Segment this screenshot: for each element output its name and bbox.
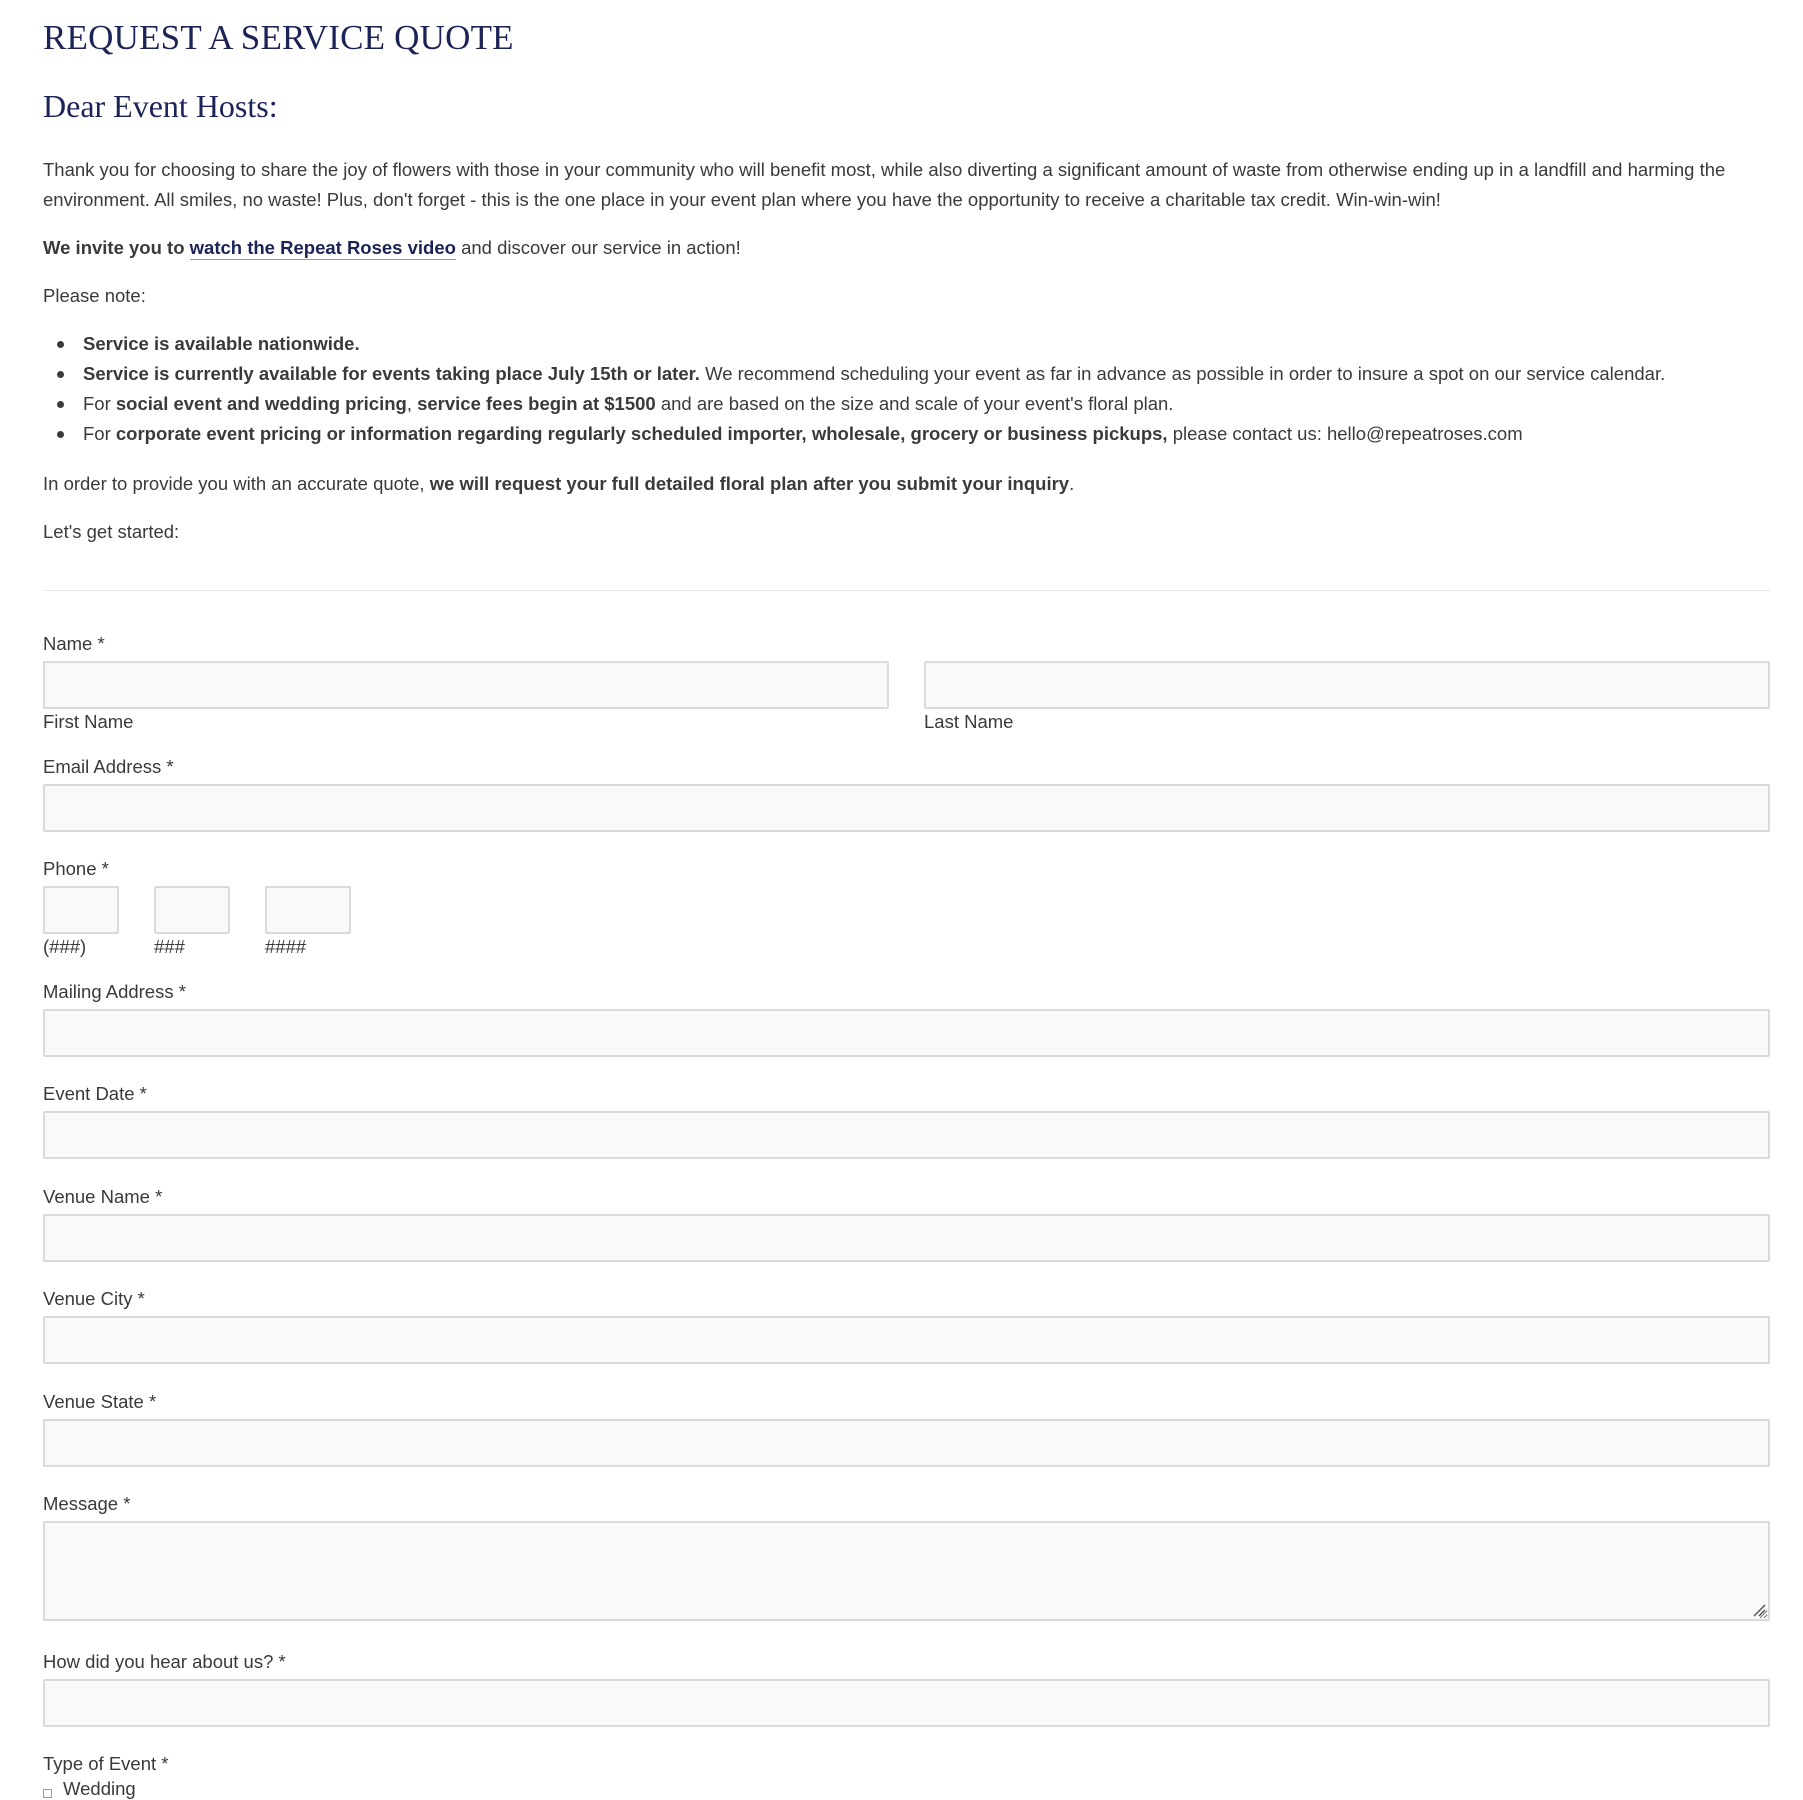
bullet-pre: For (83, 393, 111, 414)
bullet-text: please contact us: hello@repeatroses.com (1172, 423, 1523, 444)
section-divider (43, 590, 1770, 591)
quote-bold: we will request your full detailed floral plan after you submit your inquiry (429, 473, 1070, 494)
bullet-bold: social event and wedding pricing (115, 393, 407, 414)
video-link[interactable]: watch the Repeat Roses video (189, 237, 456, 258)
message-label: Message * (43, 1493, 131, 1514)
hear-about-input[interactable] (43, 1679, 1770, 1727)
event-date-input[interactable] (43, 1111, 1770, 1159)
note-heading: Please note: (43, 285, 146, 306)
phone-prefix-hint: ### (154, 936, 185, 957)
bullet-pre: For (83, 423, 111, 444)
venue-name-label: Venue Name * (43, 1186, 163, 1207)
email-label: Email Address * (43, 756, 174, 777)
invite-suffix: and discover our service in action! (461, 237, 741, 258)
mailing-address-label: Mailing Address * (43, 981, 186, 1002)
bullet-bold: corporate event pricing or information regarding regularly scheduled importer, wholesale, grocery or business pickups, (115, 423, 1168, 444)
first-name-input[interactable] (43, 661, 889, 709)
intro-paragraph: Thank you for choosing to share the joy of flowers with those in your community who will benefit most, while also diverting a significant amount of waste from otherwise ending up in a landfill and harming the environment. All smiles, no waste! Plus, don't forget - this is the one place in your event plan where you have the opportunity to receive a charitable tax credit. Win-win-win! (43, 159, 1726, 210)
bullet-dot-icon (57, 431, 64, 438)
wedding-checkbox[interactable] (43, 1789, 52, 1798)
bullet-dot-icon (57, 371, 64, 378)
last-name-label: Last Name (924, 711, 1014, 732)
message-textarea[interactable] (43, 1521, 1770, 1621)
first-name-label: First Name (43, 711, 134, 732)
event-date-label: Event Date * (43, 1083, 147, 1104)
venue-state-label: Venue State * (43, 1391, 157, 1412)
greeting-heading: Dear Event Hosts: (43, 88, 278, 124)
mailing-address-input[interactable] (43, 1009, 1770, 1057)
bullet-bold: Service is available nationwide. (83, 333, 360, 354)
venue-name-input[interactable] (43, 1214, 1770, 1262)
phone-line-input[interactable] (265, 886, 351, 934)
page-title: REQUEST A SERVICE QUOTE (43, 18, 514, 57)
bullet-text: We recommend scheduling your event as far in advance as possible in order to insure a spot on our service calendar. (705, 363, 1666, 384)
bullet-bold: service fees begin at $1500 (417, 393, 656, 414)
phone-label: Phone * (43, 858, 109, 879)
bullet-mid: , (406, 393, 412, 414)
bullet-dot-icon (57, 401, 64, 408)
invite-prefix: We invite you to (43, 237, 185, 258)
last-name-input[interactable] (924, 661, 1770, 709)
list-item (43, 419, 1665, 449)
venue-city-input[interactable] (43, 1316, 1770, 1364)
list-item (43, 329, 1665, 359)
phone-line-hint: #### (265, 936, 307, 957)
quote-prefix: In order to provide you with an accurate quote, (43, 473, 425, 494)
event-type-label: Type of Event * (43, 1753, 169, 1774)
invite-paragraph (43, 233, 741, 263)
started-text: Let's get started: (43, 521, 180, 542)
bullet-bold: Service is currently available for events taking place July 15th or later. (83, 363, 700, 384)
list-item (43, 359, 1665, 389)
quote-paragraph (43, 469, 1074, 499)
phone-area-input[interactable] (43, 886, 119, 934)
bullet-text: and are based on the size and scale of your event's floral plan. (660, 393, 1174, 414)
venue-state-input[interactable] (43, 1419, 1770, 1467)
note-list (43, 329, 1665, 449)
quote-suffix: . (1069, 473, 1075, 494)
venue-city-label: Venue City * (43, 1288, 145, 1309)
phone-area-hint: (###) (43, 936, 87, 957)
email-input[interactable] (43, 784, 1770, 832)
list-item (43, 389, 1665, 419)
bullet-dot-icon (57, 341, 64, 348)
wedding-option-label[interactable]: Wedding (63, 1778, 136, 1799)
hear-about-label: How did you hear about us? * (43, 1651, 286, 1672)
phone-prefix-input[interactable] (154, 886, 230, 934)
name-label: Name * (43, 633, 105, 654)
